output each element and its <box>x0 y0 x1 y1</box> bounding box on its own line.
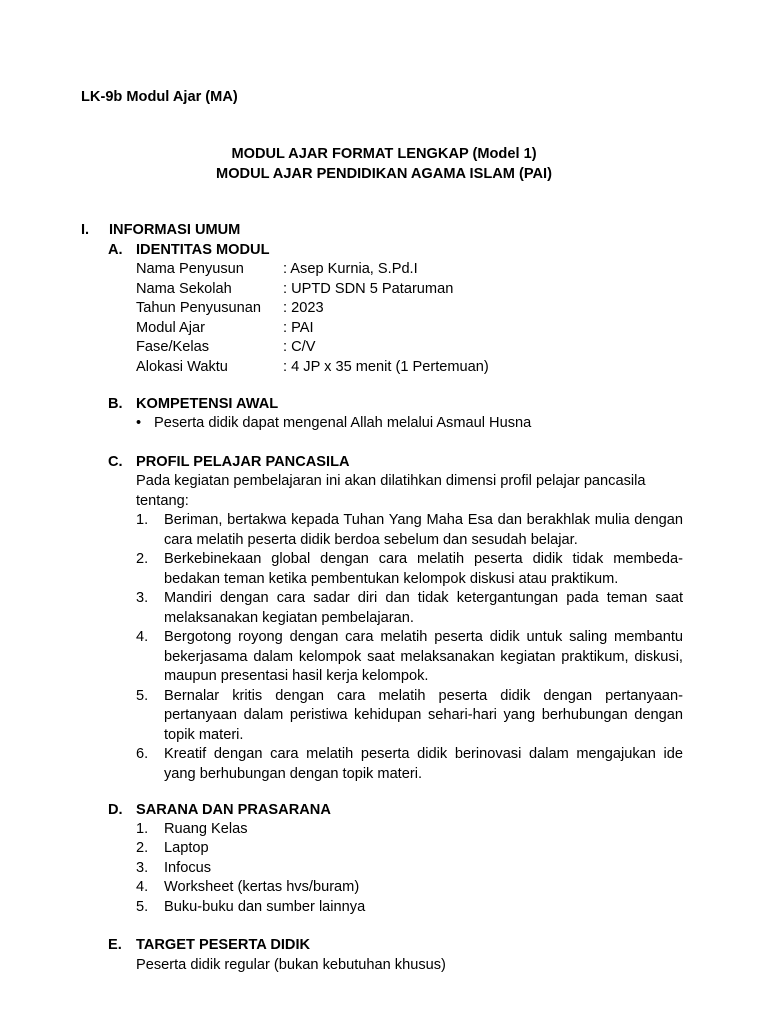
list-item-text: Worksheet (kertas hvs/buram) <box>164 879 360 896</box>
subsection-title: TARGET PESERTA DIDIK <box>136 937 311 953</box>
subsection-title: IDENTITAS MODUL <box>136 242 270 258</box>
list-item-text: Berkebinekaan global dengan cara melatih peserta didik tidak membeda-bedakan teman ketika pembentukan kelompok diskusi atau praktikum. <box>164 551 683 587</box>
identity-row <box>136 260 489 280</box>
identity-row <box>136 299 489 319</box>
list-item-number: 2. <box>136 551 149 567</box>
list-item-text: Kreatif dengan cara melatih peserta didik berinovasi dalam mengajukan ide yang berhubungan dengan topik materi. <box>164 746 683 782</box>
list-item <box>136 878 365 897</box>
list-item <box>136 898 365 917</box>
list-item-number: 4. <box>136 879 149 896</box>
list-item <box>136 859 365 878</box>
subsection-letter: C. <box>108 454 123 470</box>
list-item-number: 1. <box>136 512 149 528</box>
list-item-text: Infocus <box>164 859 212 876</box>
identity-row <box>136 319 489 339</box>
subsection-letter: E. <box>108 937 122 953</box>
identity-value: : UPTD SDN 5 Pataruman <box>283 280 454 297</box>
bullet-icon: • <box>136 415 142 431</box>
subsection-title: SARANA DAN PRASARANA <box>136 802 331 818</box>
identity-value: : Asep Kurnia, S.Pd.I <box>283 261 418 277</box>
subsection-letter: B. <box>108 396 123 412</box>
list-item-text: Laptop <box>164 840 209 857</box>
subsection-letter: A. <box>108 242 123 258</box>
list-item-number: 5. <box>136 898 149 915</box>
list-item-text: Bernalar kritis dengan cara melatih peserta didik dengan pertanyaan-pertanyaan dalam peristiwa kehidupan sehari-hari yang berhubungan dengan topik materi. <box>164 687 683 743</box>
list-item <box>136 550 683 589</box>
identity-key: Alokasi Waktu <box>136 358 228 375</box>
subsection-letter: D. <box>108 802 123 818</box>
list-item-text: Buku-buku dan sumber lainnya <box>164 898 366 915</box>
identity-key: Fase/Kelas <box>136 339 210 355</box>
profile-intro-paragraph: Pada kegiatan pembelajaran ini akan dilatihkan dimensi profil pelajar pancasila tentang: <box>136 473 646 509</box>
document-label: LK-9b Modul Ajar (MA) <box>81 89 238 105</box>
list-item <box>136 628 683 687</box>
list-item-number: 5. <box>136 687 149 704</box>
title-line-1: MODUL AJAR FORMAT LENGKAP (Model 1) <box>231 146 537 162</box>
list-item-number: 4. <box>136 629 149 645</box>
competency-list <box>136 414 531 433</box>
identity-value: : 2023 <box>283 300 324 316</box>
target-paragraph: Peserta didik regular (bukan kebutuhan khusus) <box>136 957 446 973</box>
list-item-number: 2. <box>136 840 149 857</box>
list-item <box>136 839 365 858</box>
title-line-2: MODUL AJAR PENDIDIKAN AGAMA ISLAM (PAI) <box>216 165 552 182</box>
list-item-number: 3. <box>136 590 149 606</box>
list-item <box>136 414 531 433</box>
identity-key: Nama Penyusun <box>136 261 244 277</box>
list-item <box>136 687 683 746</box>
identity-row <box>136 280 489 300</box>
profile-list <box>136 511 683 784</box>
identity-value: : C/V <box>283 339 316 355</box>
subsection-title: KOMPETENSI AWAL <box>136 396 279 412</box>
list-item <box>136 820 365 839</box>
list-item-text: Peserta didik dapat mengenal Allah melalui Asmaul Husna <box>154 415 532 431</box>
identity-value: : PAI <box>283 319 314 336</box>
identity-key: Modul Ajar <box>136 319 205 336</box>
facilities-list <box>136 820 365 917</box>
identity-key: Tahun Penyusunan <box>136 300 261 316</box>
identity-row <box>136 338 489 358</box>
identity-value: : 4 JP x 35 menit (1 Pertemuan) <box>283 358 489 375</box>
section-number: I. <box>81 222 90 238</box>
list-item-text: Beriman, bertakwa kepada Tuhan Yang Maha Esa dan berakhlak mulia dengan cara melatih peserta didik berdoa sebelum dan sesudah belajar. <box>164 512 683 548</box>
list-item-text: Ruang Kelas <box>164 821 248 837</box>
list-item <box>136 589 683 628</box>
identity-key: Nama Sekolah <box>136 280 232 297</box>
list-item-number: 1. <box>136 821 149 837</box>
list-item <box>136 511 683 550</box>
subsection-title: PROFIL PELAJAR PANCASILA <box>136 454 350 470</box>
list-item-number: 6. <box>136 746 149 762</box>
list-item-text: Mandiri dengan cara sadar diri dan tidak ketergantungan pada teman saat melaksanakan kegiatan pembelajaran. <box>164 590 683 626</box>
list-item <box>136 745 683 784</box>
identity-table <box>136 260 489 377</box>
document-title <box>0 145 768 184</box>
identity-row <box>136 358 489 378</box>
section-title: INFORMASI UMUM <box>109 222 241 238</box>
list-item-text: Bergotong royong dengan cara melatih peserta didik untuk saling membantu bekerjasama dalam kelompok saat melaksanakan kegiatan praktikum, diskusi, maupun presentasi hasil kerja kelompok. <box>164 629 683 684</box>
list-item-number: 3. <box>136 859 149 876</box>
